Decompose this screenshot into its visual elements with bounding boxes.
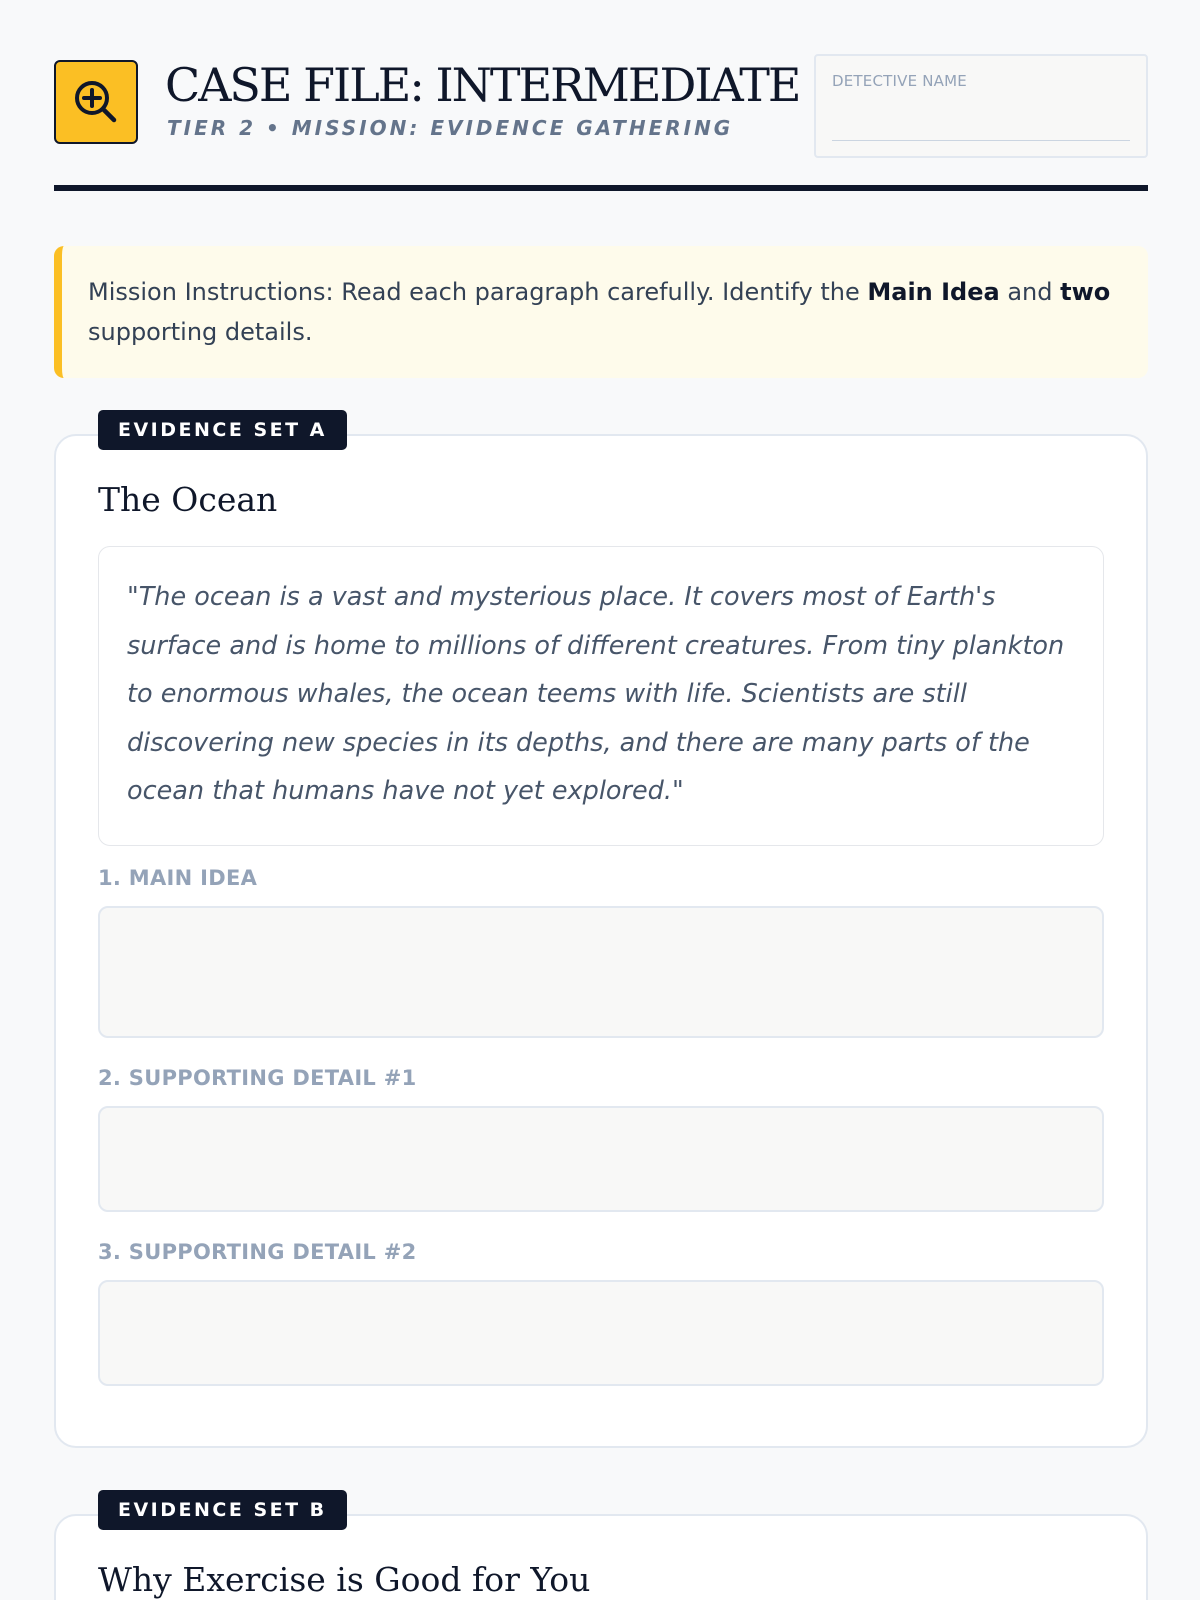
magnifier-badge	[54, 60, 138, 144]
main-idea-label: 1. MAIN IDEA	[98, 866, 258, 890]
instructions-lead: Mission Instructions: Read each paragraph carefully. Identify the	[88, 278, 868, 306]
evidence-card-a	[54, 419, 1148, 1448]
instructions-two: two	[1060, 278, 1111, 306]
instructions-main-idea: Main Idea	[867, 278, 1000, 306]
supporting-detail-1-input[interactable]	[98, 1106, 1104, 1212]
evidence-tag: EVIDENCE SET A	[98, 410, 347, 450]
instructions-tail: supporting details.	[88, 318, 313, 346]
card-title: The Ocean	[98, 480, 278, 519]
main-idea-input[interactable]	[98, 906, 1104, 1038]
zoom-in-icon	[72, 78, 120, 126]
mission-instructions	[54, 246, 1148, 378]
evidence-card-b	[54, 1499, 1148, 1600]
instructions-mid: and	[999, 278, 1061, 306]
detective-name-field[interactable]	[814, 54, 1148, 158]
worksheet-header	[54, 54, 1148, 192]
supporting-detail-1-label: 2. SUPPORTING DETAIL #1	[98, 1066, 417, 1090]
supporting-detail-2-label: 3. SUPPORTING DETAIL #2	[98, 1240, 417, 1264]
passage-text: "The ocean is a vast and mysterious place. It covers most of Earth's surface and is home to millions of different creatures. From tiny plankton to enormous whales, the ocean teems with life. Scientists are still discovering new species in its depths, and there are many parts of the ocean that humans have not yet explored."	[98, 546, 1104, 846]
detective-name-label: DETECTIVE NAME	[832, 72, 967, 90]
evidence-tag: EVIDENCE SET B	[98, 1490, 347, 1530]
page-subtitle: TIER 2 • MISSION: EVIDENCE GATHERING	[167, 116, 734, 140]
supporting-detail-2-input[interactable]	[98, 1280, 1104, 1386]
header-divider	[54, 185, 1148, 191]
name-underline	[832, 140, 1130, 141]
page-title: CASE FILE: INTERMEDIATE	[165, 58, 800, 112]
card-title: Why Exercise is Good for You	[98, 1560, 591, 1599]
